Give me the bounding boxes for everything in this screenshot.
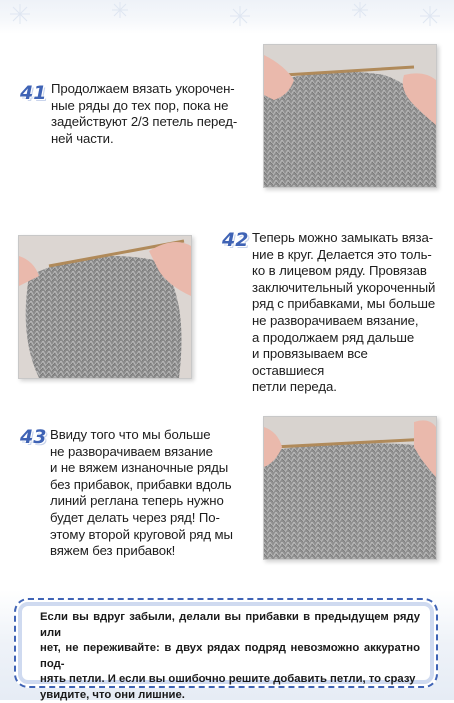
step-number: 41	[20, 82, 47, 104]
step-text: Ввиду того что мы больше не разворачиваем вязание и не вяжем изнаночные ряды без прибавок, прибавки вдоль линий реглана теперь нужно будет делать через ряд! По- этому второй круговой ряд мы вяжем без прибавок!	[50, 427, 233, 559]
step-number: 42	[222, 229, 249, 251]
step-text: Продолжаем вязать укорочен- ные ряды до тех пор, пока не задействуют 2/3 петель перед- ней части.	[51, 81, 238, 146]
step-number: 43	[20, 426, 47, 448]
knitting-photo	[263, 44, 437, 188]
knitting-photo	[263, 416, 437, 560]
knitting-photo	[18, 235, 192, 379]
snowflake-pattern-icon	[0, 0, 454, 34]
decorative-top-band	[0, 0, 454, 34]
tip-note-text: Если вы вдруг забыли, делали вы прибавки в предыдущем ряду или нет, не переживайте: в двух рядах подряд невозможно аккуратно под- нять петли. И если вы ошибочно решите добавить петли, то сразу увидите, что они лишние.	[40, 611, 420, 701]
step-text: Теперь можно замыкать вяза- ние в круг. Делается это толь- ко в лицевом ряду. Провязав заключительный укороченный ряд с прибавками, мы больше не разворачиваем вязание, а продолжаем ряд дальше и провязываем все оставшиеся петли переда.	[252, 230, 436, 395]
tip-note-box	[14, 598, 438, 701]
